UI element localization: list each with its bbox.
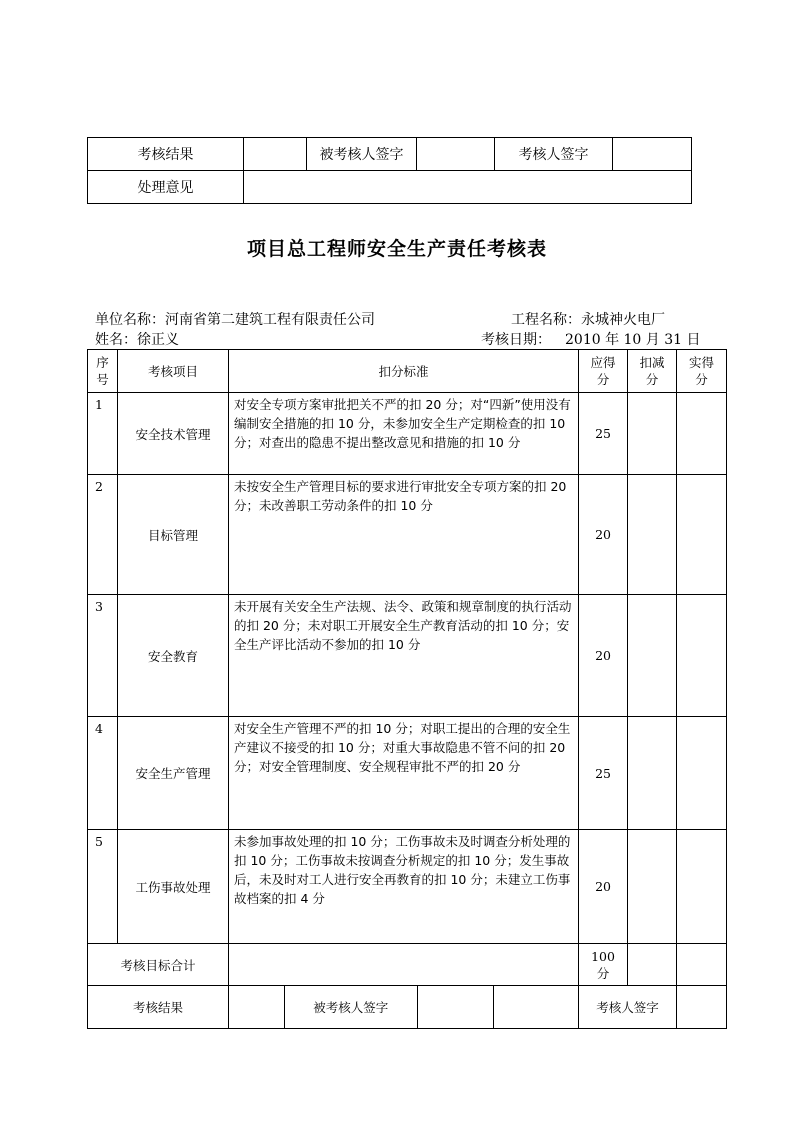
result-value-cell[interactable]: [244, 138, 307, 171]
row-standard: 未开展有关安全生产法规、法令、政策和规章制度的执行活动的扣 20 分；未对职工开展安全生产教育活动的扣 10 分；安全生产评比活动不参加的扣 10 分: [229, 595, 579, 717]
row-due-score: 25: [579, 717, 628, 830]
project-name: 工程名称：永城神火电厂: [511, 312, 665, 328]
total-score: 100 分: [579, 944, 628, 986]
header-seq: 序 号: [88, 350, 118, 393]
row-standard: 对安全专项方案审批把关不严的扣 20 分；对“四新”使用没有编制安全措施的扣 10 分，未参加安全生产定期检查的扣 10 分；对查出的隐患不提出整改意见和措施的扣 10 分: [229, 393, 579, 475]
row-item: 安全技术管理: [118, 393, 229, 475]
assessee-sign-cell[interactable]: [417, 138, 495, 171]
total-actual-cell[interactable]: [677, 944, 727, 986]
person-name: 姓名：徐正义: [95, 332, 179, 348]
row-actual-cell[interactable]: [677, 393, 727, 475]
handling-opinion-cell[interactable]: [244, 171, 692, 204]
table-row: [88, 475, 727, 595]
row-standard: 未参加事故处理的扣 10 分；工伤事故未及时调查分析处理的扣 10 分；工伤事故未按调查分析规定的扣 10 分；发生事故后，未及时对工人进行安全再教育的扣 10 分；未建立工伤事故档案的扣 4 分: [229, 830, 579, 944]
header-actual: 实得 分: [677, 350, 727, 393]
assessor-sign-label-bottom: 考核人签字: [579, 986, 677, 1029]
row-actual-cell[interactable]: [677, 830, 727, 944]
assessor-sign-cell[interactable]: [613, 138, 692, 171]
assessee-sign-label-bottom: 被考核人签字: [285, 986, 417, 1028]
result-row-bottom: [88, 986, 727, 1029]
row-item: 目标管理: [118, 475, 229, 595]
result-label: 考核结果: [88, 138, 244, 171]
result-label-bottom: 考核结果: [88, 986, 229, 1029]
assessment-table: [87, 349, 727, 1029]
row-deduct-cell[interactable]: [628, 393, 677, 475]
row-standard: 未按安全生产管理目标的要求进行审批安全专项方案的扣 20 分；未改善职工劳动条件的扣 10 分: [229, 475, 579, 595]
row-number: 4: [88, 717, 118, 830]
row-number: 1: [88, 393, 118, 475]
assessee-sign-cell-bottom[interactable]: [417, 986, 493, 1028]
assessment-date-value: 2010 年 10 月 31 日: [565, 332, 701, 348]
row-due-score: 20: [579, 595, 628, 717]
row-actual-cell[interactable]: [677, 475, 727, 595]
row-actual-cell[interactable]: [677, 595, 727, 717]
assessee-sign-label: 被考核人签字: [307, 138, 417, 171]
sign-spacer: [493, 986, 579, 1028]
row-actual-cell[interactable]: [677, 717, 727, 830]
unit-name: 单位名称：河南省第二建筑工程有限责任公司: [95, 312, 375, 328]
total-label: 考核目标合计: [88, 944, 229, 986]
row-standard: 对安全生产管理不严的扣 10 分；对职工提出的合理的安全生产建议不接受的扣 10 分；对重大事故隐患不管不问的扣 20 分；对安全管理制度、安全规程审批不严的扣 20 分: [229, 717, 579, 830]
result-table-top: [87, 137, 692, 204]
assessor-sign-cell-bottom[interactable]: [677, 986, 727, 1029]
header-item: 考核项目: [118, 350, 229, 393]
total-blank-cell: [229, 944, 579, 986]
result-value-cell-bottom[interactable]: [229, 986, 285, 1029]
table-row: [88, 717, 727, 830]
total-deduct-cell[interactable]: [628, 944, 677, 986]
total-row: [88, 944, 727, 986]
result-row: [88, 138, 692, 171]
header-standard: 扣分标准: [229, 350, 579, 393]
row-item: 安全教育: [118, 595, 229, 717]
row-number: 2: [88, 475, 118, 595]
row-deduct-cell[interactable]: [628, 595, 677, 717]
assessment-date-label: 考核日期：: [481, 332, 551, 348]
page-title: 项目总工程师安全生产责任考核表: [246, 238, 547, 260]
row-due-score: 20: [579, 475, 628, 595]
table-row: [88, 595, 727, 717]
row-item: 工伤事故处理: [118, 830, 229, 944]
row-due-score: 20: [579, 830, 628, 944]
row-deduct-cell[interactable]: [628, 475, 677, 595]
table-row: [88, 393, 727, 475]
row-number: 3: [88, 595, 118, 717]
row-due-score: 25: [579, 393, 628, 475]
sign-row-split: [285, 986, 579, 1029]
row-deduct-cell[interactable]: [628, 830, 677, 944]
header-deduct: 扣减 分: [628, 350, 677, 393]
row-deduct-cell[interactable]: [628, 717, 677, 830]
handling-row: [88, 171, 692, 204]
handling-opinion-label: 处理意见: [88, 171, 244, 204]
table-row: [88, 830, 727, 944]
assessor-sign-label: 考核人签字: [495, 138, 613, 171]
header-due: 应得 分: [579, 350, 628, 393]
row-number: 5: [88, 830, 118, 944]
header-row: [88, 350, 727, 393]
row-item: 安全生产管理: [118, 717, 229, 830]
sign-subtable: [285, 986, 579, 1028]
